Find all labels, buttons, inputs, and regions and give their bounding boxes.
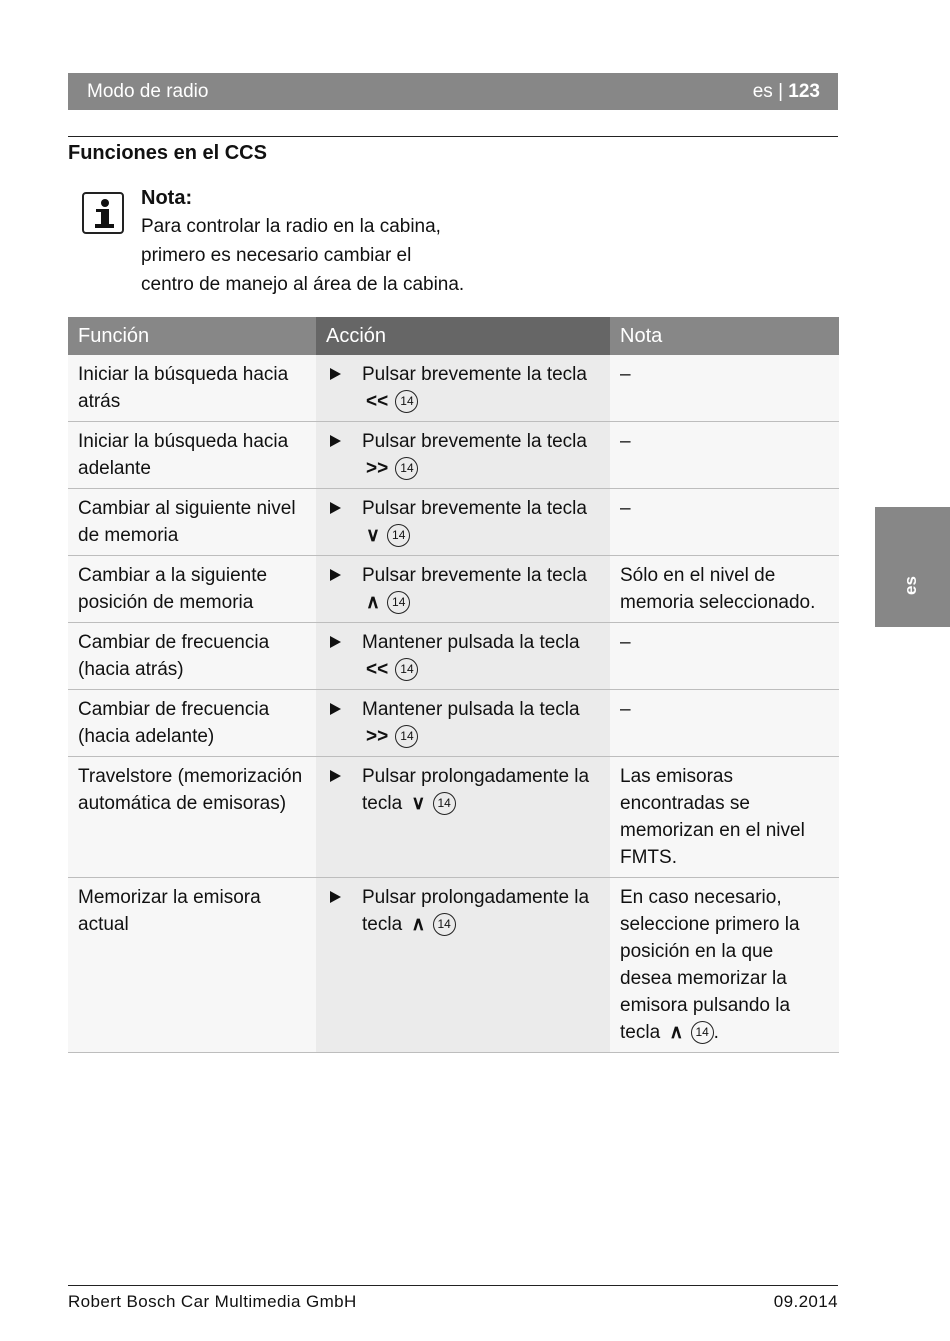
language-code: es [752, 81, 773, 102]
action-cell [316, 422, 610, 489]
top-divider [68, 136, 838, 137]
note-text: – [620, 431, 631, 452]
function-text: Iniciar la búsqueda hacia adelante [78, 431, 289, 479]
note-cell [610, 422, 839, 489]
function-cell [68, 757, 316, 878]
page-info: es | 123 [752, 81, 820, 102]
column-header-function: Función [68, 317, 316, 355]
function-text: Cambiar de frecuencia (hacia adelante) [78, 699, 270, 747]
function-text: Cambiar a la siguiente posición de memoria [78, 565, 268, 613]
table-row [68, 556, 839, 623]
note-cell [610, 355, 839, 422]
action-cell [316, 355, 610, 422]
function-cell [68, 422, 316, 489]
action-text: Mantener pulsada la tecla [362, 632, 580, 653]
action-text: Pulsar brevemente la tecla [362, 498, 587, 519]
footer-date: 09.2014 [773, 1292, 838, 1311]
note-cell [610, 757, 839, 878]
action-step [326, 629, 600, 683]
callout-number: 14 [395, 725, 418, 748]
action-cell [316, 757, 610, 878]
note-text: Las emisoras encontradas se memorizan en el nivel FMTS. [620, 766, 805, 868]
footer-divider [68, 1285, 838, 1286]
bullet-arrow-icon [330, 770, 341, 782]
action-text: Pulsar brevemente la tecla [362, 364, 587, 385]
key-symbol: ∧ [411, 914, 426, 935]
callout-number: 14 [395, 390, 418, 413]
callout-number: 14 [395, 457, 418, 480]
action-cell [316, 690, 610, 757]
action-step [326, 428, 600, 482]
bullet-arrow-icon [330, 569, 341, 581]
bullet-arrow-icon [330, 636, 341, 648]
note-text: Sólo en el nivel de memoria seleccionado. [620, 565, 816, 613]
function-cell [68, 690, 316, 757]
note-end: . [713, 1022, 719, 1043]
side-tab-label: es [901, 576, 920, 595]
page-header [68, 73, 838, 110]
function-cell [68, 556, 316, 623]
bullet-arrow-icon [330, 502, 341, 514]
table-row [68, 690, 839, 757]
function-text: Cambiar al siguiente nivel de memoria [78, 498, 296, 546]
note-title: Nota: [141, 187, 193, 209]
action-text: Pulsar prolongadamente la tecla [362, 766, 590, 814]
key-symbol: << [366, 391, 389, 412]
function-cell [68, 355, 316, 422]
section-title: Funciones en el CCS [68, 142, 267, 164]
note-text: – [620, 699, 631, 720]
key-symbol: ∧ [669, 1022, 684, 1043]
function-text: Travelstore (memorización automática de emisoras) [78, 766, 303, 814]
table-row [68, 757, 839, 878]
key-symbol: << [366, 659, 389, 680]
table-row [68, 355, 839, 422]
note-text: – [620, 364, 631, 385]
table-row [68, 878, 839, 1053]
table-header-row [68, 317, 839, 355]
action-step [326, 361, 600, 415]
action-text: Pulsar brevemente la tecla [362, 431, 587, 452]
callout-number: 14 [433, 913, 456, 936]
callout-number: 14 [433, 792, 456, 815]
footer-company: Robert Bosch Car Multimedia GmbH [68, 1292, 357, 1311]
note-line: primero es necesario cambiar el [141, 245, 412, 266]
action-cell [316, 623, 610, 690]
note-cell [610, 623, 839, 690]
note-cell [610, 556, 839, 623]
function-cell [68, 489, 316, 556]
table-row [68, 489, 839, 556]
note-line: centro de manejo al área de la cabina. [141, 274, 465, 295]
table-row [68, 422, 839, 489]
action-cell [316, 556, 610, 623]
function-cell [68, 623, 316, 690]
table-row [68, 623, 839, 690]
note-text: En caso necesario, seleccione primero la posición en la que desea memorizar la emisora pulsando la tecla [620, 887, 800, 1043]
action-cell [316, 878, 610, 1053]
key-symbol: ∨ [366, 525, 380, 546]
function-text: Memorizar la emisora actual [78, 887, 261, 935]
info-icon [82, 192, 124, 234]
action-text: Mantener pulsada la tecla [362, 699, 580, 720]
column-header-note: Nota [610, 317, 839, 355]
callout-number: 14 [691, 1021, 714, 1044]
callout-number: 14 [387, 591, 410, 614]
note-line: Para controlar la radio en la cabina, [141, 216, 441, 237]
bullet-arrow-icon [330, 368, 341, 380]
note-cell [610, 878, 839, 1053]
action-cell [316, 489, 610, 556]
page-number: 123 [788, 81, 820, 102]
note-cell [610, 489, 839, 556]
bullet-arrow-icon [330, 703, 341, 715]
bullet-arrow-icon [330, 891, 341, 903]
action-step [326, 495, 600, 549]
function-cell [68, 878, 316, 1053]
column-header-action: Acción [316, 317, 610, 355]
function-text: Iniciar la búsqueda hacia atrás [78, 364, 289, 412]
key-symbol: ∧ [366, 592, 380, 613]
note-cell [610, 690, 839, 757]
action-step [326, 562, 600, 616]
bullet-arrow-icon [330, 435, 341, 447]
language-side-tab [875, 507, 950, 627]
note-text: – [620, 632, 631, 653]
key-symbol: ∨ [411, 793, 426, 814]
key-symbol: >> [366, 458, 389, 479]
key-symbol: >> [366, 726, 389, 747]
callout-number: 14 [387, 524, 410, 547]
callout-number: 14 [395, 658, 418, 681]
functions-table [68, 317, 839, 1053]
action-step [326, 763, 600, 817]
action-text: Pulsar brevemente la tecla [362, 565, 587, 586]
action-text: Pulsar prolongadamente la tecla [362, 887, 590, 935]
function-text: Cambiar de frecuencia (hacia atrás) [78, 632, 270, 680]
action-step [326, 696, 600, 750]
action-step [326, 884, 600, 938]
note-text: – [620, 498, 631, 519]
section-name: Modo de radio [87, 81, 209, 102]
